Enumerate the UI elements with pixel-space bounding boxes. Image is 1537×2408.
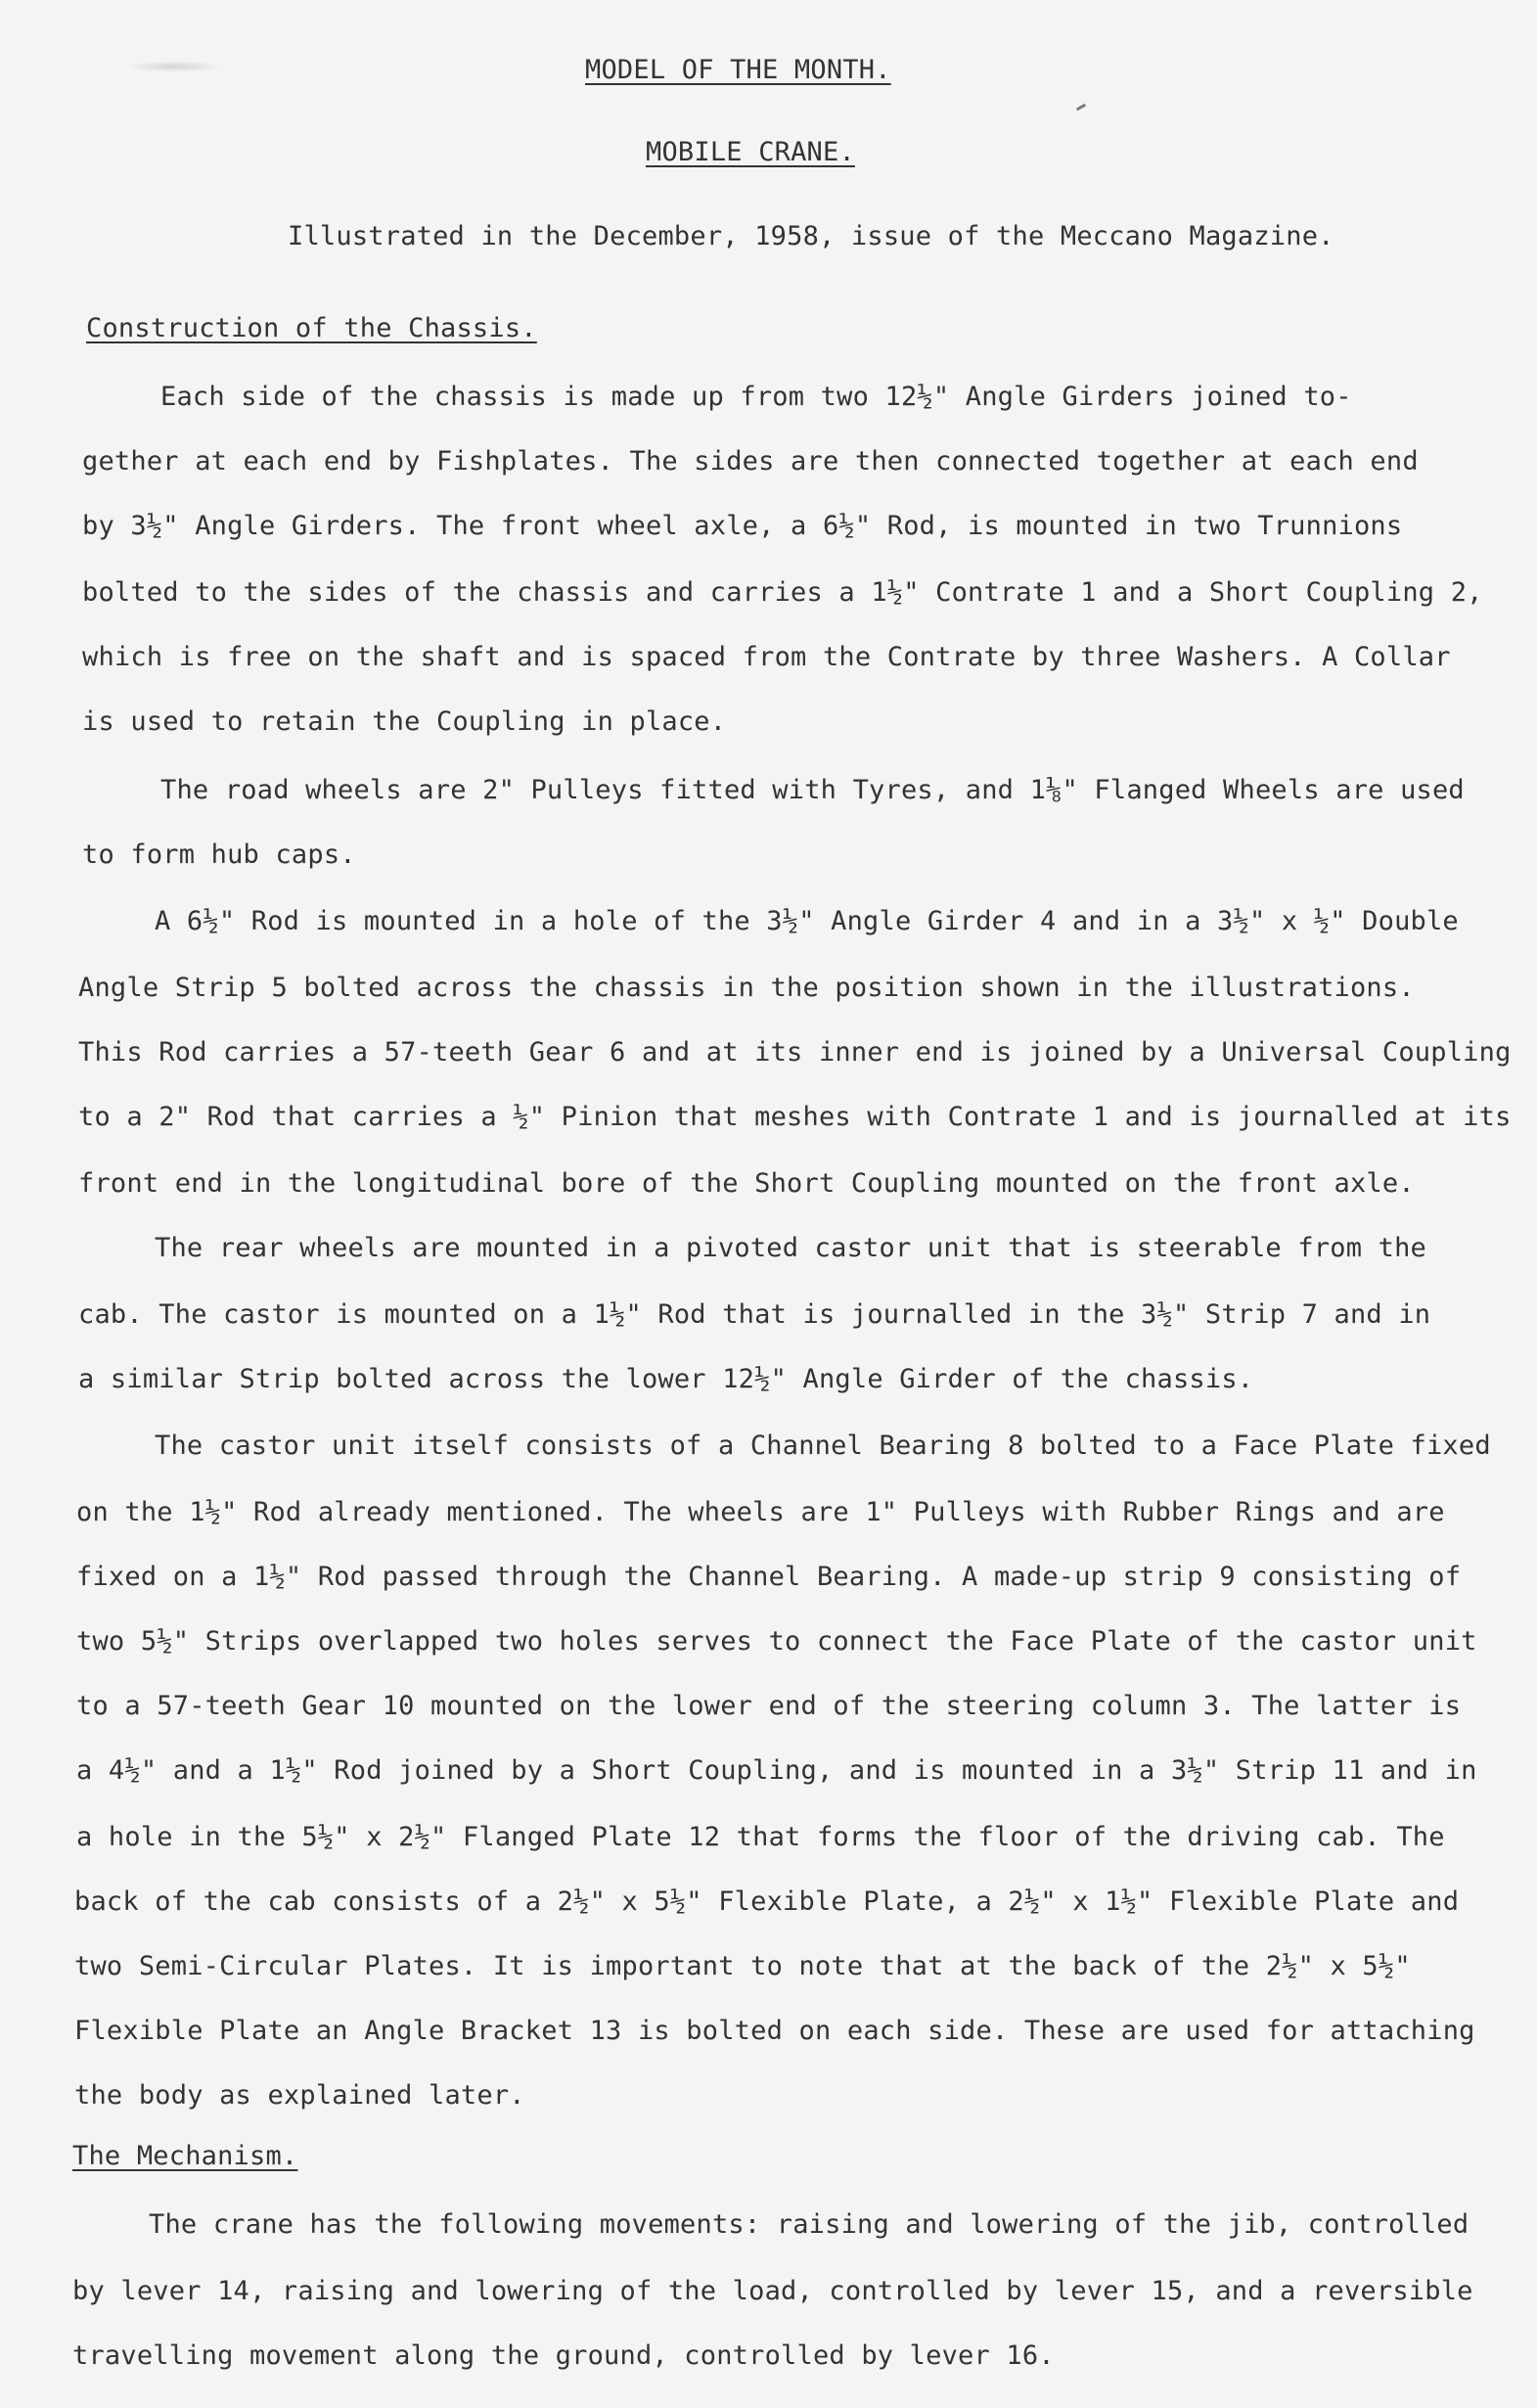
chassis-line-1: Each side of the chassis is made up from two 12½" Angle Girders joined to- — [160, 382, 1352, 412]
chassis-line-23: a hole in the 5½" x 2½" Flanged Plate 12 that forms the floor of the driving cab. The — [76, 1822, 1445, 1852]
chassis-line-2: gether at each end by Fishplates. The sides are then connected together at each end — [82, 446, 1419, 477]
chassis-line-17: The castor unit itself consists of a Channel Bearing 8 bolted to a Face Plate fixed — [155, 1431, 1491, 1461]
ink-mark — [1076, 104, 1086, 112]
chassis-line-12: to a 2" Rod that carries a ½" Pinion that meshes with Contrate 1 and is journalled at its — [78, 1102, 1512, 1132]
section-heading-chassis: Construction of the Chassis. — [86, 313, 537, 343]
chassis-line-11: This Rod carries a 57-teeth Gear 6 and at its inner end is joined by a Universal Coupling — [78, 1037, 1512, 1068]
chassis-line-7: The road wheels are 2" Pulleys fitted with Tyres, and 1⅛" Flanged Wheels are used — [160, 775, 1465, 805]
chassis-line-24: back of the cab consists of a 2½" x 5½" Flexible Plate, a 2½" x 1½" Flexible Plate and — [74, 1886, 1460, 1917]
chassis-line-22: a 4½" and a 1½" Rod joined by a Short Coupling, and is mounted in a 3½" Strip 11 and in — [76, 1755, 1477, 1786]
document-title: MODEL OF THE MONTH. — [585, 55, 891, 85]
chassis-line-13: front end in the longitudinal bore of the Short Coupling mounted on the front axle. — [78, 1168, 1415, 1199]
mechanism-line-2: by lever 14, raising and lowering of the load, controlled by lever 15, and a reversible — [72, 2276, 1473, 2306]
chassis-line-3: by 3½" Angle Girders. The front wheel axle, a 6½" Rod, is mounted in two Trunnions — [82, 511, 1403, 541]
chassis-line-21: to a 57-teeth Gear 10 mounted on the lower end of the steering column 3. The latter is — [76, 1691, 1462, 1721]
publication-note: Illustrated in the December, 1958, issue of the Meccano Magazine. — [288, 221, 1334, 251]
section-heading-mechanism: The Mechanism. — [72, 2141, 298, 2171]
chassis-line-18: on the 1½" Rod already mentioned. The wheels are 1" Pulleys with Rubber Rings and are — [76, 1497, 1445, 1527]
chassis-line-20: two 5½" Strips overlapped two holes serves to connect the Face Plate of the castor unit — [76, 1626, 1477, 1657]
chassis-line-9: A 6½" Rod is mounted in a hole of the 3½" Angle Girder 4 and in a 3½" x ½" Double — [155, 906, 1459, 936]
document-subtitle: MOBILE CRANE. — [646, 137, 855, 167]
chassis-line-8: to form hub caps. — [82, 840, 356, 870]
chassis-line-27: the body as explained later. — [74, 2080, 525, 2111]
chassis-line-26: Flexible Plate an Angle Bracket 13 is bolted on each side. These are used for attaching — [74, 2016, 1475, 2046]
chassis-line-6: is used to retain the Coupling in place. — [82, 706, 727, 737]
chassis-line-15: cab. The castor is mounted on a 1½" Rod that is journalled in the 3½" Strip 7 and in — [78, 1299, 1431, 1330]
chassis-line-25: two Semi-Circular Plates. It is important to note that at the back of the 2½" x 5½" — [74, 1951, 1411, 1981]
mechanism-line-3: travelling movement along the ground, controlled by lever 16. — [72, 2340, 1055, 2371]
chassis-line-10: Angle Strip 5 bolted across the chassis in the position shown in the illustrations. — [78, 973, 1415, 1003]
chassis-line-4: bolted to the sides of the chassis and carries a 1½" Contrate 1 and a Short Coupling 2, — [82, 577, 1483, 608]
mechanism-line-1: The crane has the following movements: raising and lowering of the jib, controlled — [149, 2209, 1469, 2240]
chassis-line-14: The rear wheels are mounted in a pivoted castor unit that is steerable from the — [155, 1233, 1426, 1263]
chassis-line-16: a similar Strip bolted across the lower 12½" Angle Girder of the chassis. — [78, 1364, 1254, 1394]
ink-smudge — [125, 61, 223, 72]
chassis-line-5: which is free on the shaft and is spaced from the Contrate by three Washers. A Collar — [82, 642, 1451, 672]
chassis-line-19: fixed on a 1½" Rod passed through the Channel Bearing. A made-up strip 9 consisting of — [76, 1562, 1462, 1592]
